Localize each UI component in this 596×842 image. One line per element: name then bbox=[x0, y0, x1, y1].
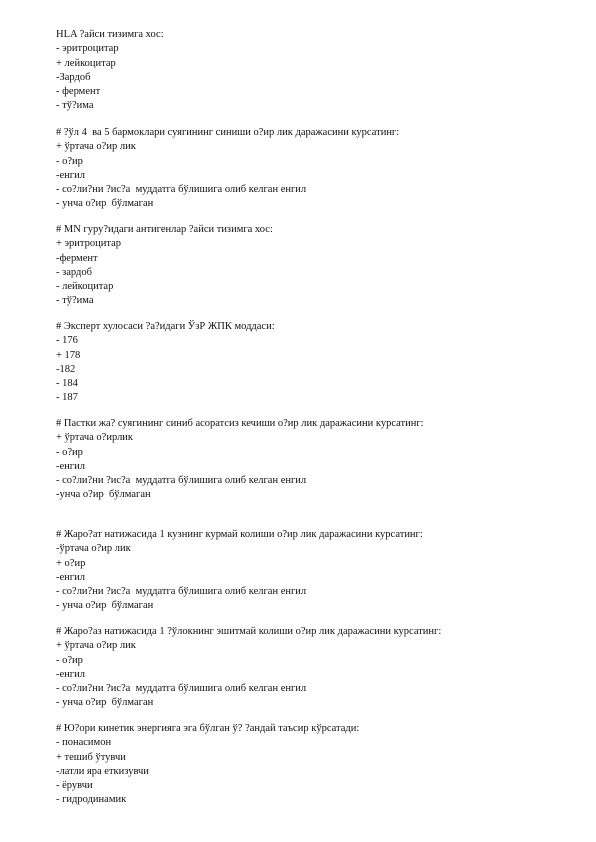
question-block-mn-antigens bbox=[56, 223, 586, 309]
answer-option: - тў?има bbox=[56, 295, 94, 307]
answer-option: - фермент bbox=[56, 86, 101, 98]
answer-option: -енгил bbox=[56, 460, 85, 472]
answer-option: - со?ли?ни ?ис?а муддатга бўлишига олиб келган енгил bbox=[56, 683, 307, 695]
answer-option: - о?ир bbox=[56, 446, 83, 458]
answer-option: - эритроцитар bbox=[56, 43, 119, 55]
answer-option: - со?ли?ни ?ис?а муддатга бўлишига олиб келган енгил bbox=[56, 184, 307, 196]
answer-option: - 176 bbox=[56, 335, 78, 347]
answer-option: + лейкоцитар bbox=[56, 57, 116, 69]
answer-option: - 187 bbox=[56, 392, 78, 404]
answer-option: + 178 bbox=[56, 349, 81, 361]
question-text: HLA ?айси тизимга хос: bbox=[56, 29, 164, 40]
answer-option: -ўртача о?ир лик bbox=[56, 543, 131, 555]
answer-option: - ёрувчи bbox=[56, 780, 93, 792]
question-block-finger-fracture bbox=[56, 126, 586, 212]
question-block-jaw-fracture bbox=[56, 417, 586, 503]
question-text: # Жаро?ат натижасида 1 кузнинг курмай колиши о?ир лик даражасини курсатинг: bbox=[56, 529, 423, 540]
question-text: # ?ўл 4 ва 5 бармоклари суягининг синиши о?ир лик даражасини курсатинг: bbox=[56, 127, 400, 138]
answer-option: -енгил bbox=[56, 571, 85, 583]
answer-option: -унча о?ир бўлмаган bbox=[56, 489, 151, 501]
answer-option: - унча о?ир бўлмаган bbox=[56, 697, 154, 709]
question-text: # Ю?ори кинетик энергияга эга бўлган ў? ?андай таъсир кўрсатади: bbox=[56, 723, 360, 734]
answer-option: - со?ли?ни ?ис?а муддатга бўлишига олиб келган енгил bbox=[56, 586, 307, 598]
answer-option: - 184 bbox=[56, 378, 78, 390]
answer-option: + эритроцитар bbox=[56, 238, 122, 250]
answer-option: -фермент bbox=[56, 252, 98, 264]
answer-option: - зардоб bbox=[56, 266, 92, 278]
answer-option: + ўртача о?ирлик bbox=[56, 432, 134, 444]
answer-option: -182 bbox=[56, 363, 76, 375]
answer-option: - лейкоцитар bbox=[56, 281, 114, 293]
answer-option: - о?ир bbox=[56, 155, 83, 167]
question-block-bullet-action bbox=[56, 722, 586, 808]
answer-option: + тешиб ўтувчи bbox=[56, 751, 126, 763]
question-text: # Эксперт хулосаси ?а?идаги ЎзР ЖПК моддаси: bbox=[56, 321, 275, 332]
question-text: # Жаро?аз натижасида 1 ?ўлокнинг эшитмай колиши о?ир лик даражасини курсатинг: bbox=[56, 626, 442, 637]
answer-option: - со?ли?ни ?ис?а муддатга бўлишига олиб келган енгил bbox=[56, 475, 307, 487]
question-block-hla bbox=[56, 28, 586, 114]
answer-option: -латли яра еткизувчи bbox=[56, 765, 149, 777]
question-text: # Пастки жа? суягининг синиб асоратсиз кечиши о?ир лик даражасини курсатинг: bbox=[56, 418, 424, 429]
answer-option: -Зардоб bbox=[56, 71, 91, 83]
answer-option: - унча о?ир бўлмаган bbox=[56, 198, 154, 210]
answer-option: - о?ир bbox=[56, 654, 83, 666]
answer-option: -енгил bbox=[56, 169, 85, 181]
answer-option: -енгил bbox=[56, 668, 85, 680]
answer-option: - гидродинамик bbox=[56, 794, 127, 806]
answer-option: + ўртача о?ир лик bbox=[56, 141, 136, 153]
answer-option: - понасимон bbox=[56, 737, 112, 749]
question-block-hearing-loss bbox=[56, 625, 586, 711]
answer-option: - тў?има bbox=[56, 100, 94, 112]
question-block-expert-article bbox=[56, 320, 586, 406]
answer-option: - унча о?ир бўлмаган bbox=[56, 600, 154, 612]
question-text: # MN гуру?идаги антигенлар ?айси тизимга хос: bbox=[56, 224, 273, 235]
question-block-eye-loss bbox=[56, 528, 586, 614]
answer-option: + о?ир bbox=[56, 557, 86, 569]
answer-option: + ўртача о?ир лик bbox=[56, 640, 136, 652]
